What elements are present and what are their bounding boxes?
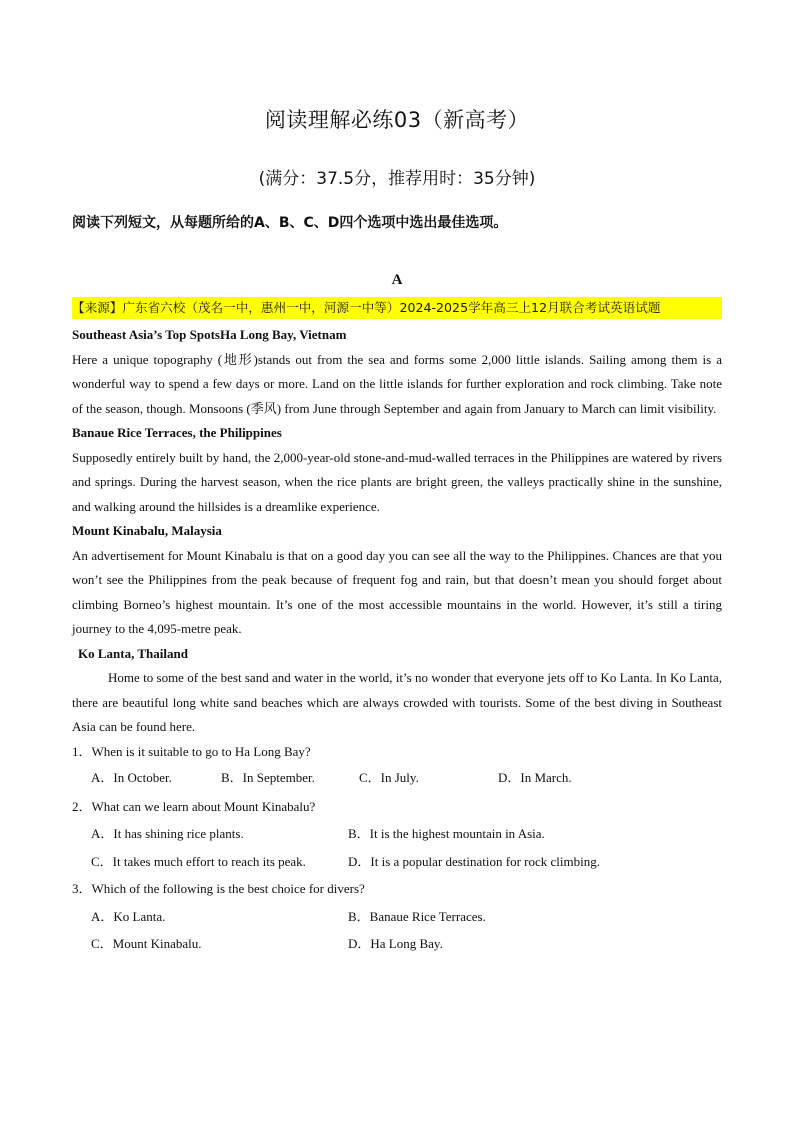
- option-b[interactable]: B．It is the highest mountain in Asia.: [348, 826, 545, 841]
- option-a[interactable]: A．It has shining rice plants.: [91, 826, 244, 841]
- passage-paragraph-3: An advertisement for Mount Kinabalu is that on a good day you can see all the way to the Philippines. Chances are that you won’t see the Philippines from the peak because of frequent fog and rain, but that doesn’t mean you should forget about climbing Borneo’s highest mountain. It’s one of the most accessible mountains in the world. However, it’s still a tiring journey to the 4,095-metre peak.: [72, 547, 722, 636]
- section-letter: A: [391, 272, 403, 288]
- instruction-text: 阅读下列短文，从每题所给的A、B、C、D四个选项中选出最佳选项。: [72, 215, 508, 231]
- question-3: [72, 877, 722, 957]
- passage-heading-3: Mount Kinabalu, Malaysia: [72, 523, 222, 538]
- option-c[interactable]: C．It takes much effort to reach its peak.: [91, 853, 306, 869]
- option-a[interactable]: A．Ko Lanta.: [91, 908, 166, 924]
- option-c[interactable]: C．Mount Kinabalu.: [91, 936, 202, 951]
- question-2: [72, 795, 722, 875]
- option-c[interactable]: C．In July.: [359, 770, 419, 785]
- option-d[interactable]: D．It is a popular destination for rock climbing.: [348, 853, 601, 869]
- option-d[interactable]: D．Ha Long Bay.: [348, 936, 443, 951]
- option-d[interactable]: D．In March.: [498, 770, 572, 785]
- option-a[interactable]: A．In October.: [91, 770, 172, 785]
- source-line: [72, 297, 722, 319]
- question-stem: 2．What can we learn about Mount Kinabalu?: [72, 798, 316, 814]
- passage-heading-1: Southeast Asia’s Top SpotsHa Long Bay, Vietnam: [72, 327, 347, 342]
- passage-heading-4: Ko Lanta, Thailand: [78, 645, 188, 661]
- question-stem: 1．When is it suitable to go to Ha Long Bay?: [72, 743, 311, 759]
- passage-heading-2: Banaue Rice Terraces, the Philippines: [72, 425, 282, 440]
- passage-paragraph-4: Home to some of the best sand and water in the world, it’s no wonder that everyone jets off to Ko Lanta. In Ko Lanta, there are beautiful long white sand beaches which are always crowded with tourists. Some of the best diving in Southeast Asia can be found here.: [72, 670, 722, 734]
- source-tag: 【来源】: [72, 300, 123, 315]
- question-stem: 3．Which of the following is the best choice for divers?: [72, 881, 365, 896]
- passage-paragraph-1: Here a unique topography (地形)stands out from the sea and forms some 2,000 little islands. Sailing among them is a wonderful way to spend a few days or more. Land on the little islands for further exploration and rock climbing. Take note of the season, though. Monsoons (季风) from June through September and again from January to March can limit visibility.: [72, 351, 722, 416]
- question-options: [72, 822, 722, 874]
- question-options: [72, 766, 722, 791]
- question-1: [72, 740, 722, 791]
- page-title: 阅读理解必练03（新高考）: [264, 108, 530, 132]
- page-subtitle: (满分：37.5分，推荐用时：35分钟): [258, 169, 536, 189]
- option-b[interactable]: B．In September.: [221, 770, 315, 785]
- passage-content: [72, 323, 722, 957]
- option-b[interactable]: B．Banaue Rice Terraces.: [348, 908, 486, 924]
- passage-paragraph-2: Supposedly entirely built by hand, the 2,000-year-old stone-and-mud-walled terraces in the Philippines are watered by rivers and springs. During the harvest season, when the rice plants are bright green, the valleys practically shine in the sunshine, and walking around the hillsides is a dreamlike experience.: [72, 449, 722, 514]
- question-options: [72, 905, 722, 957]
- source-text: 广东省六校（茂名一中，惠州一中，河源一中等）2024-2025学年高三上12月联合考试英语试题: [122, 300, 661, 315]
